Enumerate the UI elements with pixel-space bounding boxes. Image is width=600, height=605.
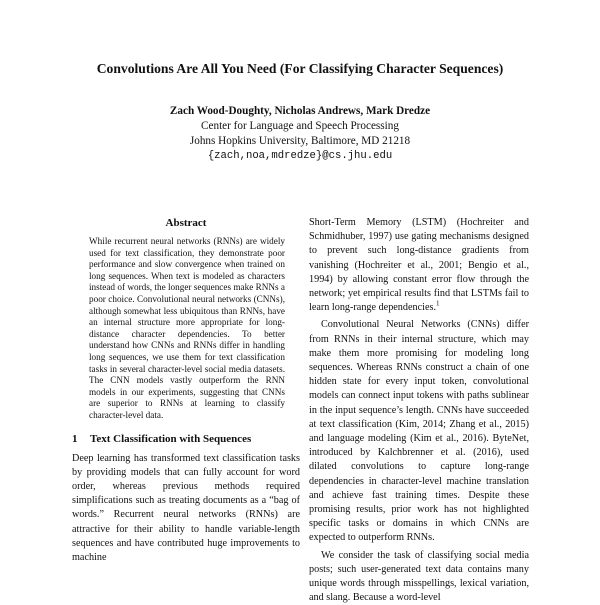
right-paragraph-2: Convolutional Neural Networks (CNNs) differ from RNNs in their internal structure, which may make them more promising for modeling long sequences. Whereas RNNs construct a chain of one hidden state for every input token, convolutional models can connect input tokens with paths sublinear in the input sequence’s length. CNNs have succeeded at text classification (Kim, 2014; Zhang et al., 2015) and language modeling (Kim et al., 2016). ByteNet, introduced by Kalchbrenner et al. (2016), used dilated convolutions to capture long-range dependencies in character-level machine translation and achieve fast training times. Despite these promising results, prior work has not highlighted specific tasks or domains in which CNNs are expected to outperform RNNs.	[309, 319, 529, 544]
author-names: Zach Wood-Doughty, Nicholas Andrews, Mark Dredze	[169, 105, 431, 117]
right-paragraph-1	[309, 216, 529, 315]
right-paragraph-1-text: Short-Term Memory (LSTM) (Hochreiter and Schmidhuber, 1997) use gating mechanisms designed to prevent such long-distance gradients from vanishing (Hochreiter et al., 2001; Bengio et al., 1994) by allowing constant error flow through the network; yet empirical results find that LSTMs fail to learn long-range dependencies.	[309, 217, 529, 314]
affiliation-line-2: Johns Hopkins University, Baltimore, MD 21218	[189, 135, 411, 147]
abstract-text: While recurrent neural networks (RNNs) are widely used for text classification, they demonstrate poor performance and slow convergence when trained on long sequences. When text is modeled as characters instead of words, the longer sequences make RNNs a poor choice. Convolutional neural networks (CNNs), although somewhat less ubiquitous than RNNs, have an internal structure more appropriate for long-distance character dependencies. To better understand how CNNs and RNNs differ in handling long sequences, we use them for text classification tasks in several character-level social media datasets. The CNN models vastly outperform the RNN models in our experiments, suggesting that CNNs are superior to RNNs at learning to classify character-level data.	[89, 236, 285, 420]
paper-title: Convolutions Are All You Need (For Classifying Character Sequences)	[96, 61, 504, 76]
right-paragraph-3: We consider the task of classifying social media posts; such user-generated text data contains many unique words through misspellings, lexical variation, and slang. Because a word-level	[309, 549, 529, 604]
section-1-title: Text Classification with Sequences	[90, 432, 252, 445]
section-1-number: 1	[72, 432, 78, 445]
author-block	[60, 104, 540, 164]
footnote-marker[interactable]: 1	[436, 299, 440, 308]
section-1-heading	[72, 432, 300, 446]
author-email: {zach,noa,mdredze}@cs.jhu.edu	[207, 150, 393, 162]
right-column	[309, 216, 529, 605]
section-1-paragraph-1: Deep learning has transformed text classification tasks by providing models that can fully account for word order, whereas previous methods required simplifications such as treating documents as a “bag of words.” Recurrent neural networks (RNNs) are attractive for their ability to handle variable-length sequences and have contributed huge improvements to machine	[72, 452, 300, 563]
left-column	[72, 216, 300, 565]
affiliation-line-1: Center for Language and Speech Processing	[201, 120, 399, 132]
abstract-heading: Abstract	[165, 217, 207, 229]
